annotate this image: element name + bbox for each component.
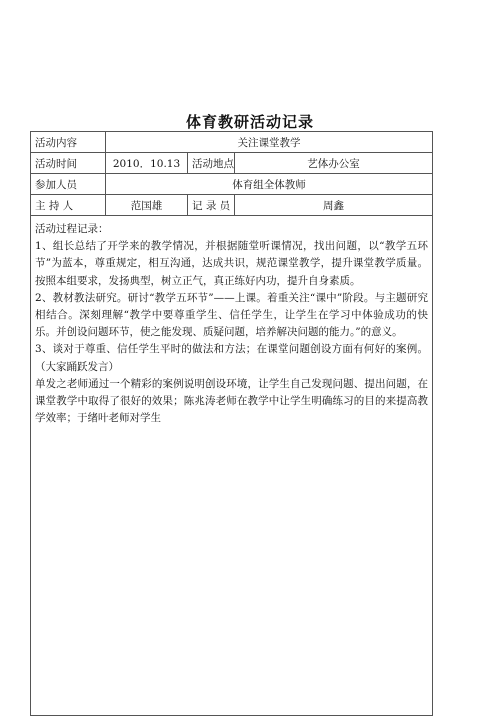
participants-label: 参加人员: [31, 174, 106, 195]
record-paragraph: 2、教材教法研究。研讨“教学五环节”——上课。着重关注“课中”阶段。与主题研究相结合。深刻理解“教学中要尊重学生、信任学生，让学生在学习中体验成功的快乐。并创设问题环节，使之能发现、质疑问题，培养解决问题的能力。”的意义。: [35, 291, 428, 339]
host-label: 主 持 人: [31, 195, 106, 216]
participants-row: [31, 174, 433, 195]
place-value: 艺体办公室: [235, 153, 433, 174]
host-value: 范国雄: [106, 195, 188, 216]
content-row: [31, 132, 433, 153]
time-value: 2010．10.13: [106, 153, 188, 174]
recorder-value: 周鑫: [235, 195, 433, 216]
record-paragraph: 单发之老师通过一个精彩的案例说明创设环境，让学生自己发现问题、提出问题，在课堂教学中取得了很好的效果；陈兆涛老师在教学中让学生明确练习的目的来提高教学效率；于绪叶老师对学生: [35, 377, 428, 425]
record-row: [31, 216, 433, 716]
time-place-row: [31, 153, 433, 174]
participants-value: 体育组全体教师: [106, 174, 433, 195]
content-label: 活动内容: [31, 132, 106, 153]
record-heading: 活动过程记录：: [35, 223, 109, 235]
content-value: 关注课堂教学: [106, 132, 433, 153]
page-title: 体育教研活动记录: [185, 113, 314, 131]
record-paragraph: 1、组长总结了开学来的教学情况，并根据随堂听课情况，找出问题，以“教学五环节”为蓝本，尊重规定，相互沟通，达成共识，规范课堂教学，提升课堂教学质量。按照本组要求，发扬典型，树立正气，真正练好内功，提升自身素质。: [35, 240, 428, 287]
activity-record-table: [30, 131, 433, 716]
time-label: 活动时间: [31, 153, 106, 174]
recorder-label: 记 录 员: [188, 195, 235, 216]
place-label: 活动地点: [188, 153, 235, 174]
record-cell: [31, 216, 433, 716]
host-recorder-row: [31, 195, 433, 216]
record-paragraph: 3、谈对于尊重、信任学生平时的做法和方法；在课堂问题创设方面有何好的案例。（大家踊跃发言）: [35, 343, 428, 373]
